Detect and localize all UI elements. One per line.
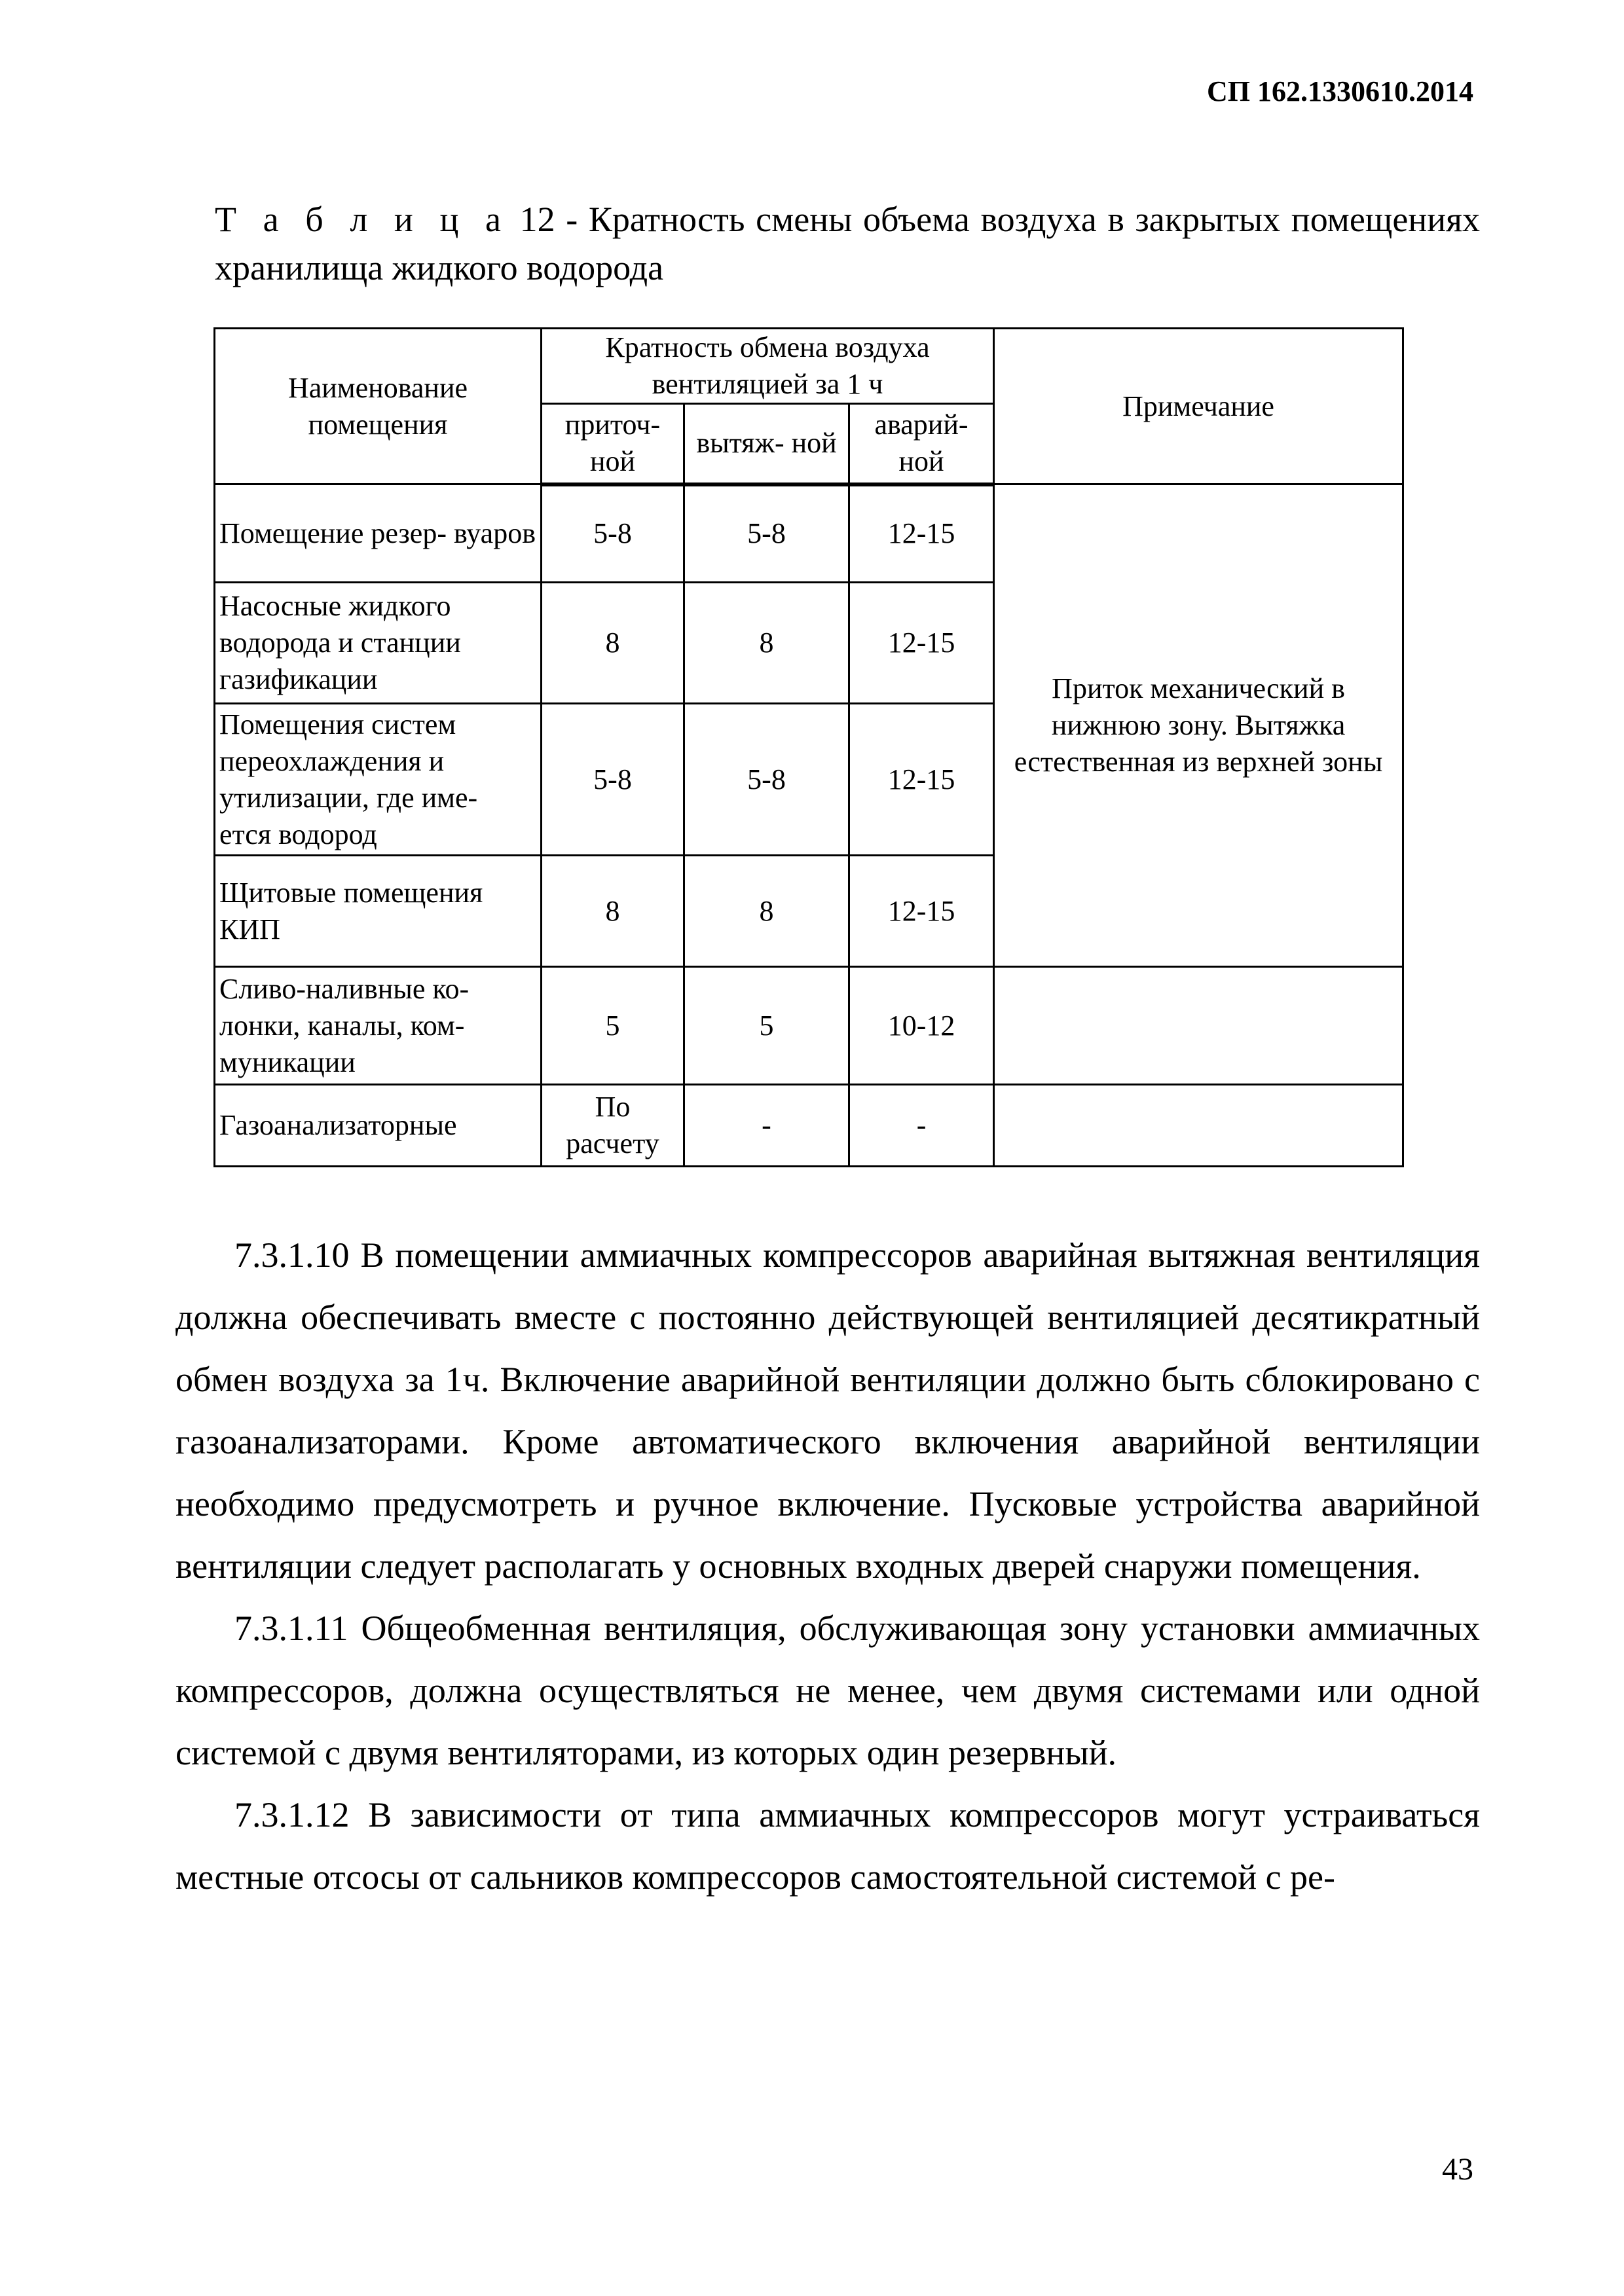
table-row [215,967,1403,1085]
cell-exhaust: 8 [684,583,849,704]
cell-exhaust: 5-8 [684,484,849,583]
header-supply: приточ- ной [542,404,684,484]
cell-room-name: Насосные жидкого водорода и станции газификации [215,583,542,704]
table-caption [215,195,1480,292]
table-row [215,1085,1403,1167]
body-text [175,1224,1480,1908]
cell-emergency: 10-12 [849,967,994,1085]
paragraph-7-3-1-12: 7.3.1.12 В зависимости от типа аммиачных компрессоров могут устраиваться местные отсосы от сальников компрессоров самостоятельной системой с ре- [175,1795,1480,1897]
cell-emergency: 12-15 [849,583,994,704]
cell-supply: 8 [542,583,684,704]
document-code: СП 162.1330610.2014 [1207,75,1473,107]
ventilation-table [213,327,1404,1167]
table-caption-number: 12 [519,200,555,239]
cell-emergency: 12-15 [849,704,994,856]
table-caption-label: Т а б л и ц а [215,200,509,239]
cell-exhaust: 5 [684,967,849,1085]
header-exhaust: вытяж- ной [684,404,849,484]
cell-supply: 5-8 [542,484,684,583]
cell-supply: 5 [542,967,684,1085]
cell-emergency: 12-15 [849,856,994,967]
paragraph-7-3-1-10: 7.3.1.10 В помещении аммиачных компрессоров аварийная вытяжная вентиляция должна обеспечивать вместе с постоянно действующей вентиляцией десятикратный обмен воздуха за 1ч. Включение аварийной вентиляции должно быть сблокировано с газоанализаторами. Кроме автоматического включения аварийной вентиляции необходимо предусмотреть и ручное включение. Пусковые устройства аварийной вентиляции следует располагать у основных входных дверей снаружи помещения. [175,1235,1480,1586]
table-caption-text: - Кратность смены объема воздуха в закрытых помещениях [566,200,1480,239]
cell-room-name: Помещение резер- вуаров [215,484,542,583]
header-note: Примечание [994,329,1403,484]
cell-supply: По расчету [542,1085,684,1167]
cell-note-empty [994,967,1403,1085]
cell-room-name: Газоанализаторные [215,1085,542,1167]
cell-emergency: - [849,1085,994,1167]
cell-merged-note: Приток механический в нижнюю зону. Вытяжка естественная из верхней зоны [994,484,1403,967]
cell-exhaust: - [684,1085,849,1167]
cell-exhaust: 8 [684,856,849,967]
cell-supply: 5-8 [542,704,684,856]
table-caption-text-line2: хранилища жидкого водорода [215,248,664,287]
paragraph-7-3-1-11: 7.3.1.11 Общеобменная вентиляция, обслуживающая зону установки аммиачных компрессоров, должна осуществляться не менее, чем двумя системами или одной системой с двумя вентиляторами, из которых один резервный. [175,1609,1480,1772]
header-emergency: аварий- ной [849,404,994,484]
cell-room-name: Щитовые помещения КИП [215,856,542,967]
cell-exhaust: 5-8 [684,704,849,856]
cell-room-name: Помещения систем переохлаждения и утилизации, где име- ется водород [215,704,542,856]
cell-note-empty [994,1085,1403,1167]
table-row [215,484,1403,583]
header-room-name: Наименование помещения [215,329,542,484]
page-number: 43 [1442,2152,1473,2187]
cell-emergency: 12-15 [849,484,994,583]
header-air-exchange-rate: Кратность обмена воздуха вентиляцией за 1 ч [542,329,994,404]
cell-room-name: Сливо-наливные ко- лонки, каналы, ком- муникации [215,967,542,1085]
cell-supply: 8 [542,856,684,967]
